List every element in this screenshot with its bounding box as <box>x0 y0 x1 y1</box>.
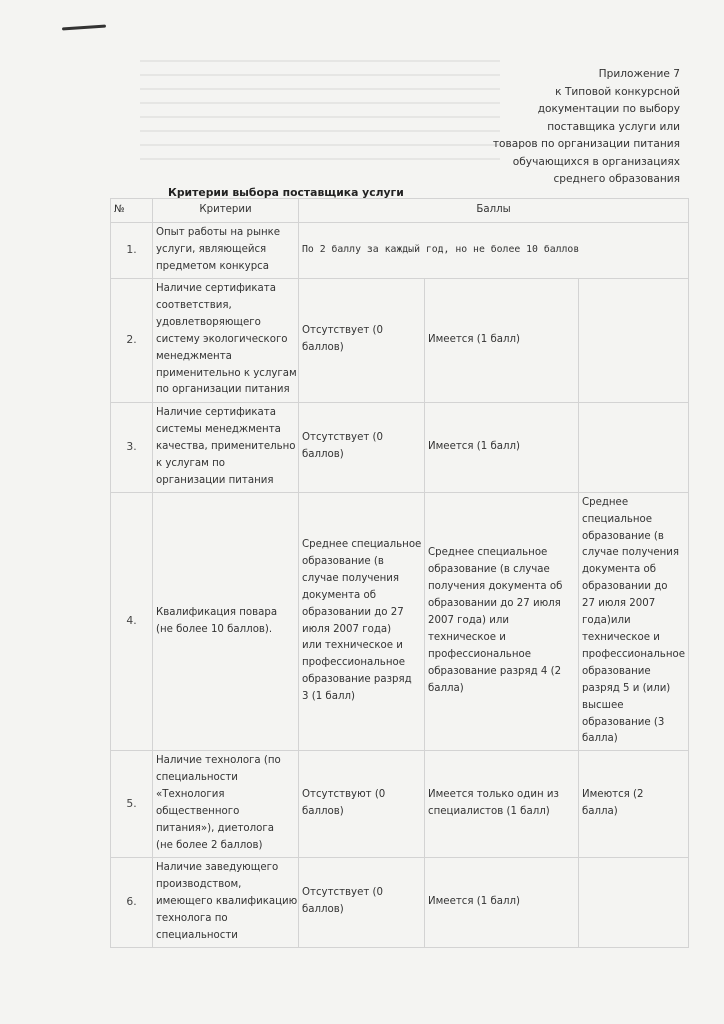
score-line: Имеются (2 <box>582 789 644 801</box>
criterion-line: Наличие сертификата <box>156 283 276 295</box>
score-cell <box>299 492 425 751</box>
table-row <box>111 278 689 402</box>
score-cell <box>425 751 579 857</box>
criterion-cell <box>153 492 299 751</box>
criterion-line: организации питания <box>156 474 274 486</box>
criterion-line: систему экологического <box>156 333 288 345</box>
header-criteria: Критерии <box>153 199 299 223</box>
appendix-line: среднего образования <box>553 173 680 185</box>
header-number: № <box>111 199 153 223</box>
appendix-line: поставщика услуги или <box>547 120 680 133</box>
score-cell <box>299 751 425 857</box>
score-line: балла) <box>582 806 618 818</box>
score-line: Отсутствует (0 <box>302 432 383 444</box>
criterion-line: Наличие технолога (по <box>156 755 281 767</box>
criterion-line: предметом конкурса <box>156 260 270 272</box>
criterion-line: Опыт работы на рынке <box>156 227 281 238</box>
score-cell <box>425 492 579 751</box>
appendix-line: обучающихся в организациях <box>512 155 680 168</box>
criterion-line: технолога по <box>156 912 228 924</box>
score-line: 2007 года) или <box>428 615 510 627</box>
score-line: случае получения <box>302 572 400 584</box>
score-line: Среднее <box>582 496 629 508</box>
score-line: Отсутствует (0 <box>302 325 383 337</box>
score-cell <box>425 278 579 402</box>
appendix-line: к Типовой конкурсной <box>555 85 680 98</box>
score-line: года)или <box>582 615 631 627</box>
score-line: высшее <box>582 699 624 711</box>
criterion-line: Наличие заведующего <box>156 861 279 873</box>
score-line: Среднее специальное <box>302 538 422 550</box>
criterion-line: питания»), диетолога <box>156 822 274 834</box>
criterion-line: удовлетворяющего <box>156 316 261 328</box>
score-line: профессиональное <box>428 648 531 660</box>
score-line: специальное <box>582 513 653 525</box>
table-row <box>111 751 689 857</box>
score-line: профессиональное <box>582 648 685 660</box>
score-line: образование (в случае <box>428 564 550 576</box>
score-line: техническое и <box>582 631 660 643</box>
row-number: 6. <box>111 857 153 947</box>
criterion-line: специальности <box>156 772 238 784</box>
score-cell <box>579 751 689 857</box>
row-number: 4. <box>111 492 153 751</box>
criterion-line: соответствия, <box>156 299 232 311</box>
score-line: разряд 5 и (или) <box>582 682 671 694</box>
criterion-line: применительно к услугам <box>156 367 297 379</box>
criterion-cell <box>153 751 299 857</box>
score-line: 27 июля 2007 <box>582 598 656 610</box>
score-line: документа об <box>582 564 657 576</box>
score-cell-empty <box>579 857 689 947</box>
criterion-line: общественного <box>156 806 240 818</box>
criterion-cell <box>153 223 299 279</box>
score-cell <box>425 857 579 947</box>
score-line: профессиональное <box>302 657 405 669</box>
table-header-row <box>111 199 689 223</box>
criterion-line: «Технология <box>156 789 225 801</box>
criterion-cell <box>153 402 299 492</box>
criterion-line: Наличие сертификата <box>156 406 276 418</box>
score-line: Имеется (1 балл) <box>428 333 520 345</box>
scan-mark <box>62 24 106 30</box>
table-row <box>111 492 689 751</box>
score-cell-empty <box>579 402 689 492</box>
score-line: образовании до 27 июля <box>428 598 561 610</box>
row-number: 1. <box>111 223 153 279</box>
criterion-line: специальности <box>156 929 238 941</box>
criterion-line: услуги, являющейся <box>156 243 267 255</box>
criterion-line: имеющего квалификацию <box>156 895 298 907</box>
score-cell <box>425 402 579 492</box>
score-line: Имеется (1 балл) <box>428 895 520 907</box>
appendix-line: Приложение 7 <box>598 68 680 80</box>
score-line: образование <box>582 665 651 677</box>
table-title: Критерии выбора поставщика услуги <box>168 186 404 199</box>
score-line: балла) <box>428 682 464 694</box>
score-line: балла) <box>582 733 618 745</box>
score-line: Имеется только один из <box>428 789 559 801</box>
score-line: случае получения <box>582 547 680 559</box>
score-line: баллов) <box>302 449 344 461</box>
criterion-line: по организации питания <box>156 384 290 396</box>
row-number: 5. <box>111 751 153 857</box>
header-scores: Баллы <box>299 199 689 223</box>
score-line: документа об <box>302 589 377 601</box>
score-line: образовании до 27 <box>302 606 404 618</box>
score-line: специалистов (1 балл) <box>428 806 550 818</box>
row-number: 2. <box>111 278 153 402</box>
score-cell <box>579 492 689 751</box>
score-line: Имеется (1 балл) <box>428 440 520 452</box>
criterion-line: Квалификация повара <box>156 606 278 618</box>
score-line: Отсутствуют (0 <box>302 789 386 801</box>
score-line: образование (в <box>302 555 384 567</box>
criterion-cell <box>153 857 299 947</box>
criteria-table <box>110 198 689 948</box>
score-cell-empty <box>579 278 689 402</box>
score-cell <box>299 278 425 402</box>
score-cell <box>299 402 425 492</box>
score-line: образование (в <box>582 530 664 542</box>
score-line: или техническое и <box>302 640 403 652</box>
appendix-header <box>420 66 680 189</box>
score-line: образование разряд 4 (2 <box>428 665 562 677</box>
score-line: образовании до <box>582 581 668 593</box>
score-line: баллов) <box>302 342 344 354</box>
appendix-line: документации по выбору <box>537 103 680 115</box>
score-line: получения документа об <box>428 581 563 593</box>
criterion-line: качества, применительно <box>156 440 296 452</box>
criterion-line: производством, <box>156 878 242 890</box>
score-line: Отсутствует (0 <box>302 887 383 899</box>
criterion-line: менеджмента <box>156 350 232 362</box>
score-line: баллов) <box>302 904 344 916</box>
score-line: 3 (1 балл) <box>302 691 355 703</box>
score-line: июля 2007 года) <box>302 623 392 635</box>
table-row <box>111 223 689 279</box>
criterion-line: (не более 2 баллов) <box>156 839 263 851</box>
score-line: баллов) <box>302 806 344 818</box>
row-number: 3. <box>111 402 153 492</box>
appendix-line: товаров по организации питания <box>492 138 680 150</box>
score-cell <box>299 857 425 947</box>
criterion-line: (не более 10 баллов). <box>156 623 273 635</box>
criterion-line: системы менеджмента <box>156 423 281 435</box>
score-line: техническое и <box>428 631 506 643</box>
score-line: Среднее специальное <box>428 547 548 559</box>
criterion-line: к услугам по <box>156 457 225 469</box>
table-row <box>111 857 689 947</box>
score-line: образование разряд <box>302 674 412 686</box>
table-row <box>111 402 689 492</box>
score-cell: По 2 баллу за каждый год, но не более 10 баллов <box>299 223 689 279</box>
criterion-cell <box>153 278 299 402</box>
score-line: образование (3 <box>582 716 665 728</box>
